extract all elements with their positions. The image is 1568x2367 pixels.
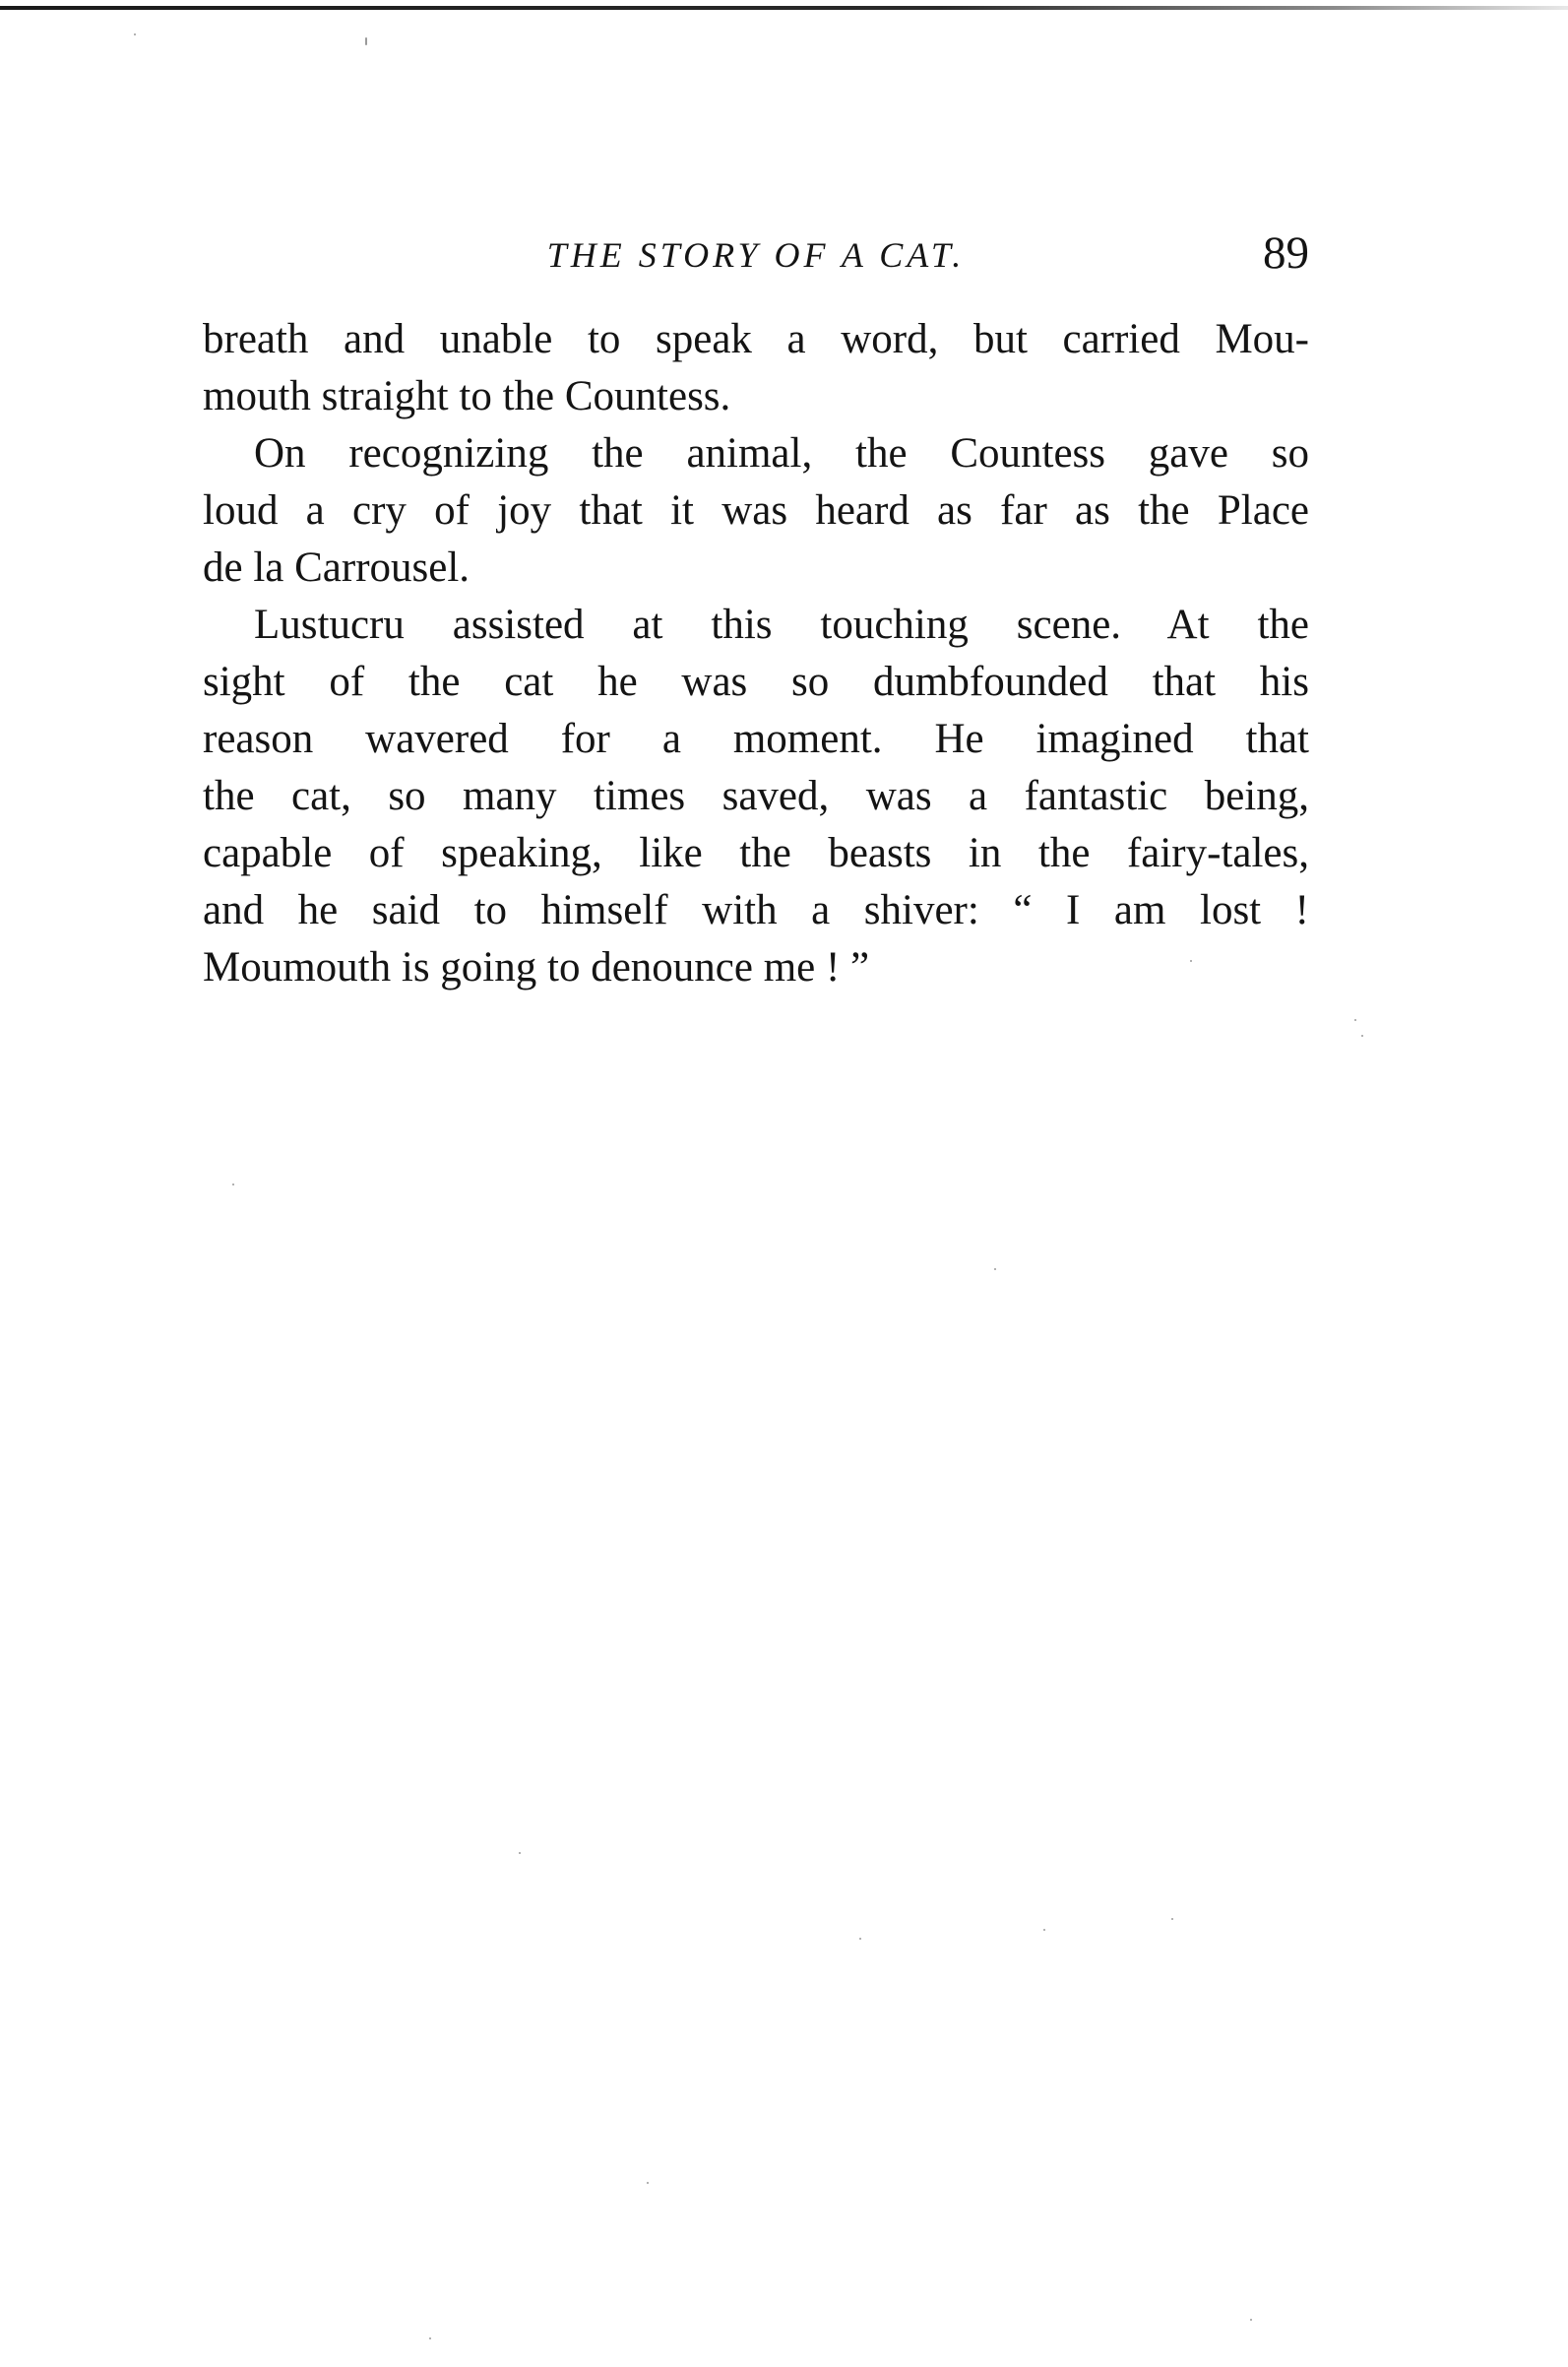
scan-speck: [134, 33, 136, 35]
scan-speck: [519, 1852, 521, 1854]
scan-speck: [1361, 1035, 1363, 1037]
text-line: de la Carrousel.: [203, 544, 470, 591]
top-border-rule: [0, 6, 1568, 10]
text-line: On recognizing the animal, the Countess gave so: [254, 430, 1309, 477]
scan-speck: [429, 2337, 431, 2339]
scan-speck: [365, 37, 367, 45]
scan-speck: [1043, 1929, 1045, 1931]
scan-speck: [1190, 960, 1192, 962]
text-line: breath and unable to speak a word, but carried Mou-: [203, 316, 1309, 362]
paragraph: [203, 597, 1309, 996]
paragraph: [203, 425, 1309, 597]
text-line: reason wavered for a moment. He imagined that: [203, 716, 1309, 762]
scan-speck: [1250, 2319, 1252, 2321]
text-line: sight of the cat he was so dumbfounded that his: [203, 659, 1309, 705]
scan-speck: [232, 1184, 234, 1185]
body-text: [203, 311, 1309, 996]
scan-speck: [1171, 1918, 1173, 1920]
scan-speck: [994, 1268, 996, 1270]
running-title: THE STORY OF A CAT.: [546, 235, 966, 275]
text-line: Moumouth is going to denounce me ! ”: [203, 944, 870, 991]
text-line: and he said to himself with a shiver: “ I am lost !: [203, 887, 1309, 933]
running-head: [203, 224, 1309, 284]
scan-speck: [1354, 1019, 1356, 1021]
text-line: Lustucru assisted at this touching scene. At the: [254, 602, 1309, 648]
text-line: capable of speaking, like the beasts in the fairy-tales,: [203, 830, 1309, 876]
text-line: mouth straight to the Countess.: [203, 373, 731, 419]
page-number: 89: [1263, 227, 1309, 279]
text-line: the cat, so many times saved, was a fantastic being,: [203, 773, 1309, 819]
scan-speck: [647, 2182, 649, 2184]
text-line: loud a cry of joy that it was heard as far as the Place: [203, 487, 1309, 534]
paragraph: [203, 311, 1309, 425]
scan-speck: [859, 1938, 861, 1940]
